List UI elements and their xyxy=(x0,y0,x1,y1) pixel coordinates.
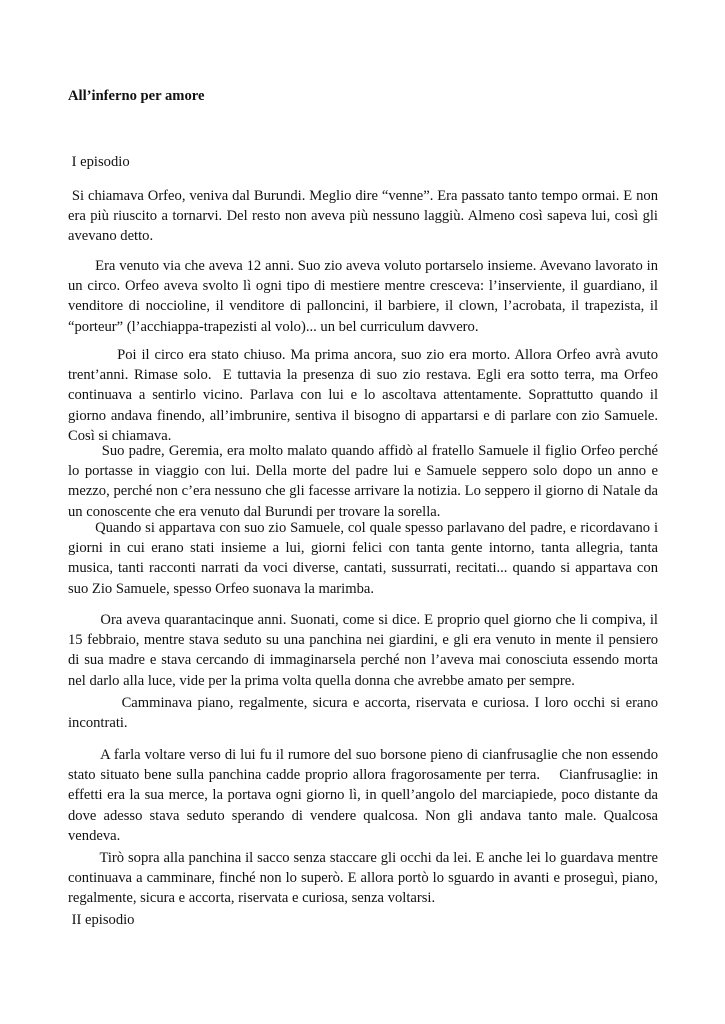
paragraph-4: Suo padre, Geremia, era molto malato quando affidò al fratello Samuele il figlio Orfeo perché lo portasse in viaggio con lui. Della morte del padre lui e Samuele seppero solo dopo un anno e mezzo, perché non c’era nessuno che gli facesse arrivare la notizia. Lo seppero il giorno di Natale da un conoscente che era venuto dal Burundi per trovare la sorella. xyxy=(68,443,662,520)
paragraph-3: Poi il circo era stato chiuso. Ma prima ancora, suo zio era morto. Allora Orfeo avrà avuto trent’anni. Rimase solo. E tuttavia la presenza di suo zio restava. Egli era sotto terra, ma Orfeo continuava a sentirlo vicino. Parlava con lui e lo ascoltava attentamente. Soprattutto quando il giorno andava finendo, all’imbrunire, sentiva il bisogno di appartarsi e di parlare con zio Samuele. Così si chiamava. xyxy=(68,347,662,444)
paragraph-7: Camminava piano, regalmente, sicura e accorta, riservata e curiosa. I loro occhi si erano incontrati. xyxy=(68,695,662,732)
paragraph-9: Tirò sopra alla panchina il sacco senza staccare gli occhi da lei. E anche lei lo guardava mentre continuava a camminare, finché non lo superò. E allora portò lo sguardo in avanti e proseguì, piano, regalmente, sicura e accorta, riservata e curiosa, senza voltarsi. xyxy=(68,850,662,907)
document-title: All’inferno per amore xyxy=(68,88,205,104)
paragraph-2: Era venuto via che aveva 12 anni. Suo zio aveva voluto portarselo insieme. Avevano lavorato in un circo. Orfeo aveva svolto lì ogni tipo di mestiere mentre cresceva: l’inserviente, il guardiano, il venditore di noccioline, il venditore di palloncini, il barbiere, il clown, l’acrobata, il trapezista, il “porteur” (l’acchiappa-trapezisti al volo)... un bel curriculum davvero. xyxy=(68,258,662,335)
episode-heading-2: II episodio xyxy=(68,912,135,928)
paragraph-6: Ora aveva quarantacinque anni. Suonati, come si dice. E proprio quel giorno che li compiva, il 15 febbraio, mentre stava seduto su una panchina nei giardini, e gli era venuto in mente il pensiero di sua madre e stava cercando di immaginarsela perché non l’aveva mai conosciuta essendo morta nel darlo alla luce, vide per la prima volta quella donna che avrebbe amato per sempre. xyxy=(68,612,662,689)
paragraph-5: Quando si appartava con suo zio Samuele, col quale spesso parlavano del padre, e ricordavano i giorni in cui erano stati insieme a lui, giorni felici con tanta gente intorno, tanta allegria, tanta musica, tanti racconti narrati da voci diverse, cantati, sussurrati, recitati... quando si appartava con suo Zio Samuele, spesso Orfeo suonava la marimba. xyxy=(68,520,662,597)
episode-heading-1: I episodio xyxy=(68,154,130,170)
paragraph-8: A farla voltare verso di lui fu il rumore del suo borsone pieno di cianfrusaglie che non essendo stato situato bene sulla panchina cadde proprio allora fragorosamente per terra. Cianfrusaglie: in effetti era la sua merce, la portava ogni giorno lì, in quell’angolo del marciapiede, poco distante da dove adesso stava seduto sperando di vendere qualcosa. Non gli andava tanto male. Qualcosa vendeva. xyxy=(68,747,662,844)
paragraph-1: Si chiamava Orfeo, veniva dal Burundi. Meglio dire “venne”. Era passato tanto tempo ormai. E non era più riuscito a tornarvi. Del resto non aveva più nessuno laggiù. Almeno così sapeva lui, così gli avevano detto. xyxy=(68,188,662,245)
